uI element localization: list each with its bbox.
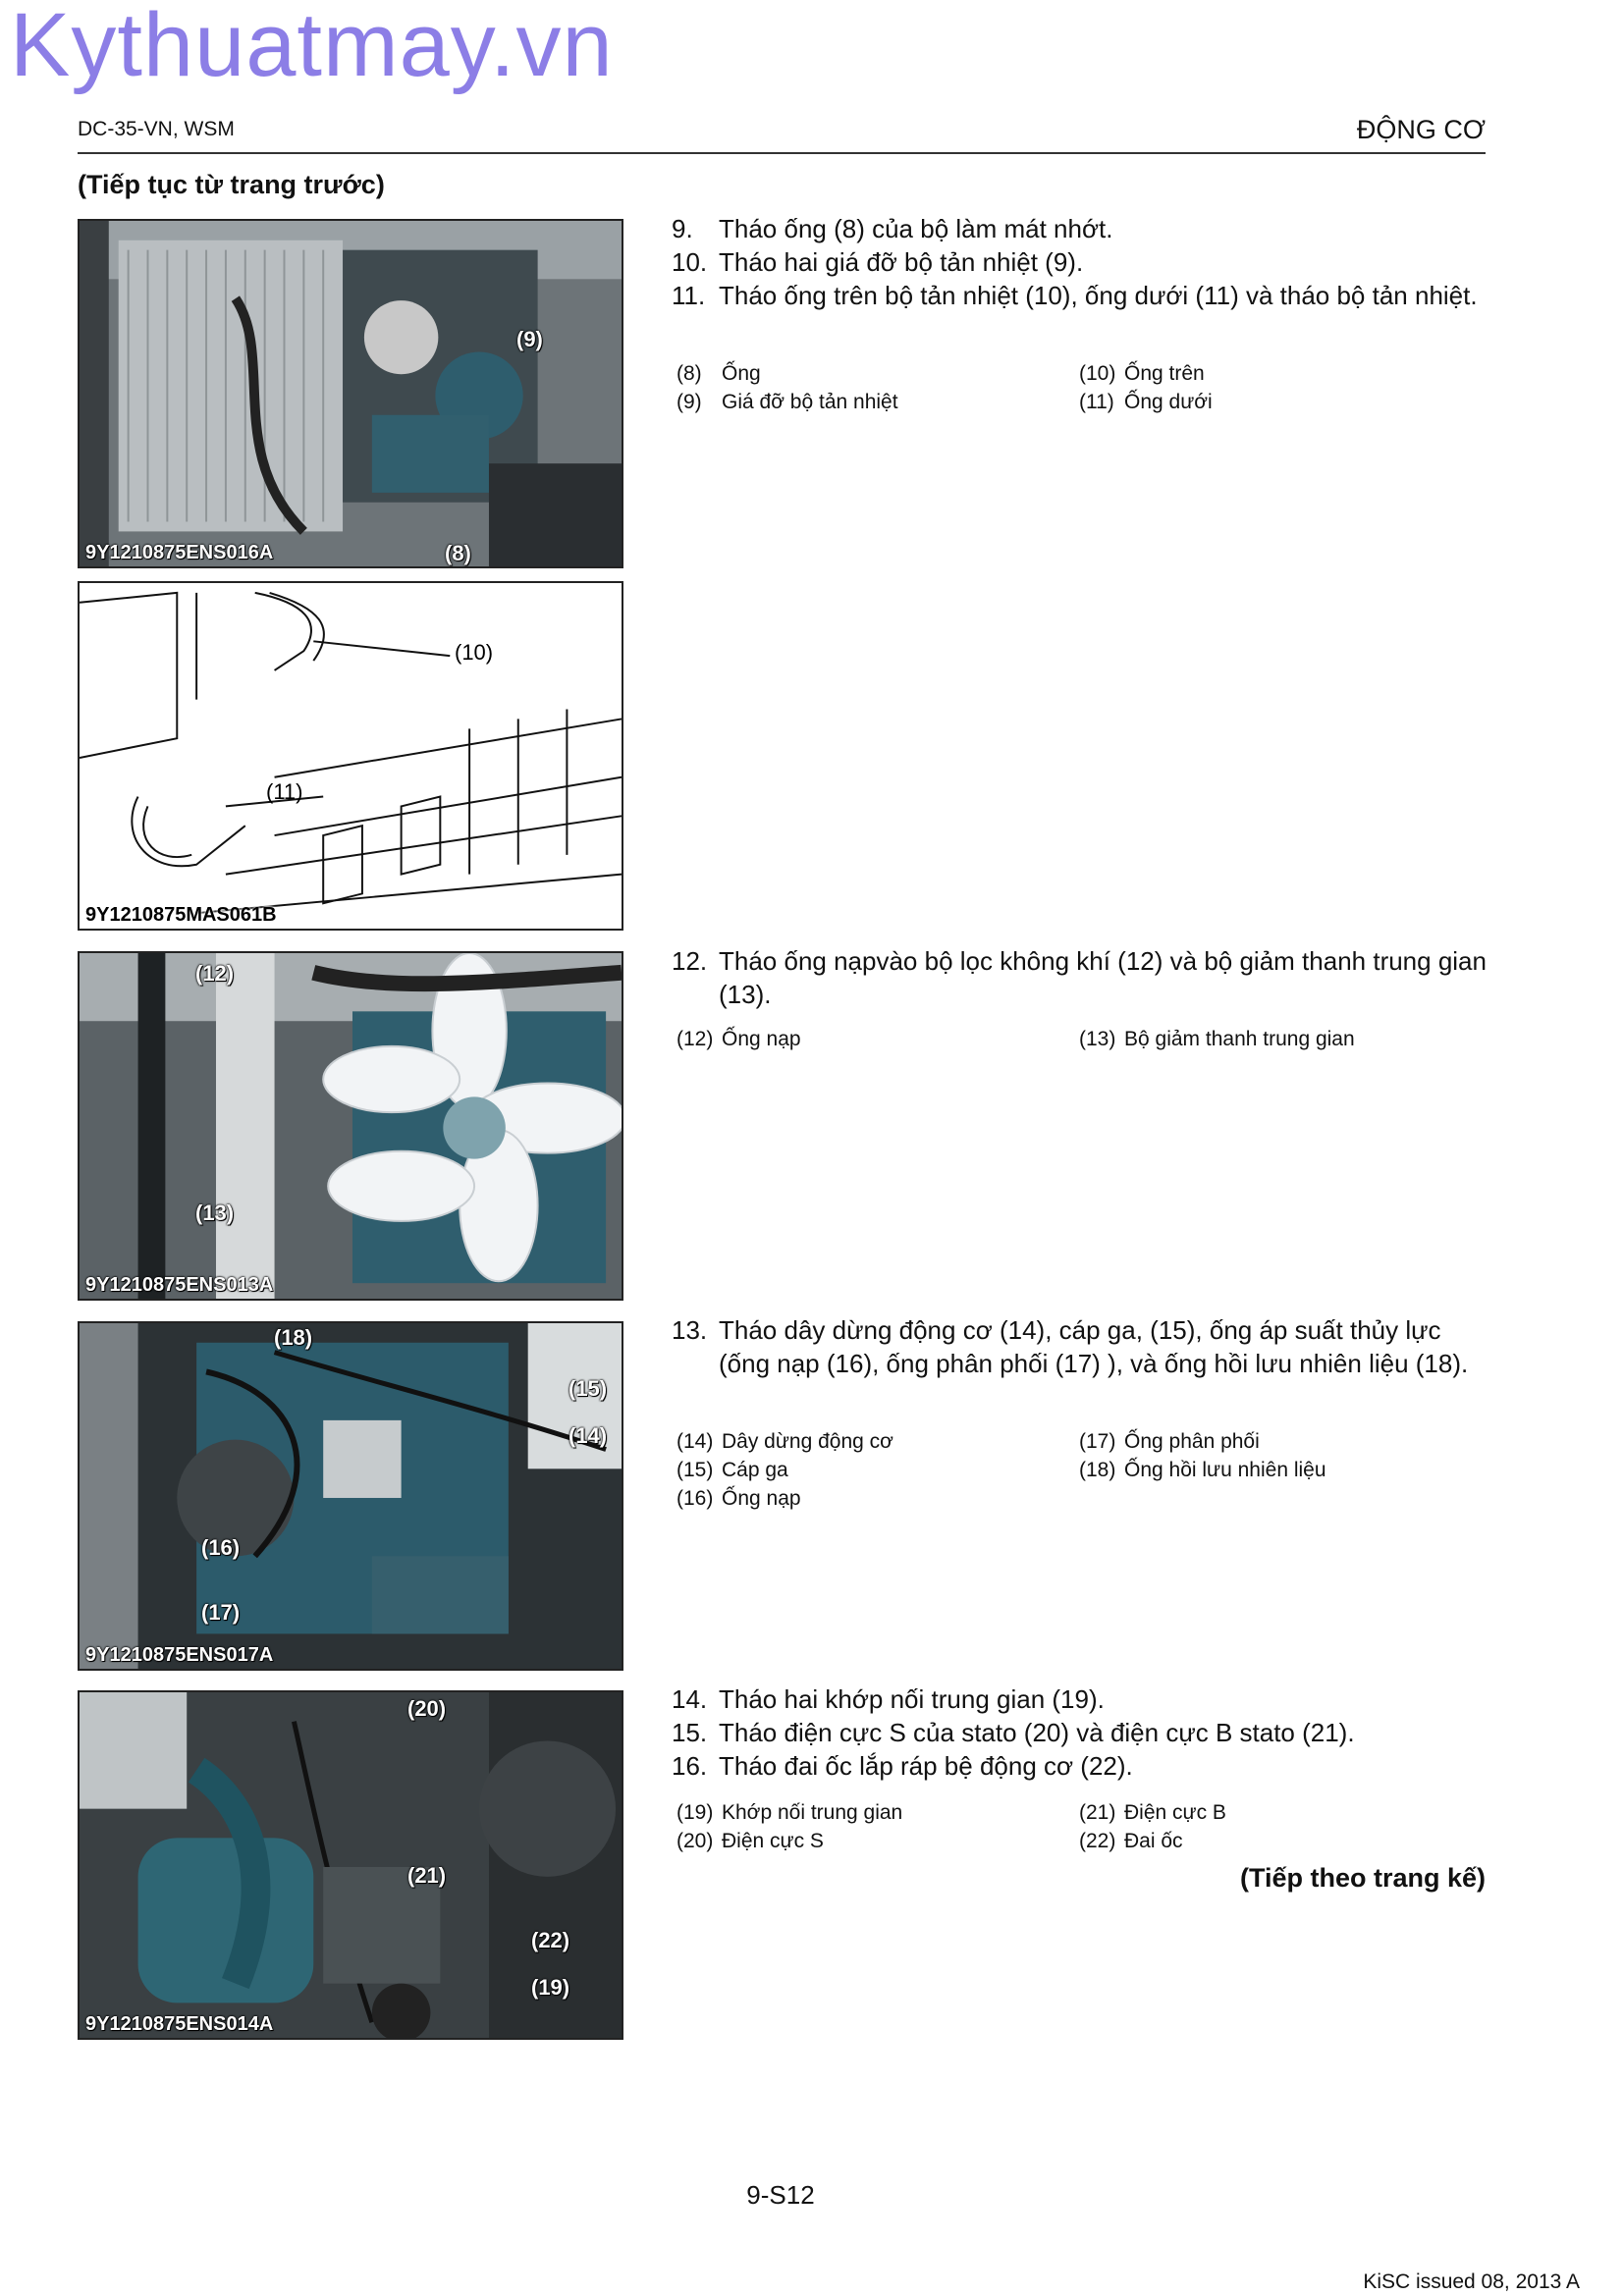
legend-item: (8) Ống bbox=[676, 362, 761, 385]
callout-19: (19) bbox=[531, 1975, 570, 2000]
figure-code: 9Y1210875ENS017A bbox=[85, 1644, 274, 1666]
figure-code: 9Y1210875ENS013A bbox=[85, 1274, 274, 1296]
legend-section-1 bbox=[676, 359, 1482, 416]
legend-item: (17) Ống phân phối bbox=[1079, 1430, 1260, 1453]
figure-code: 9Y1210875MAS061B bbox=[85, 904, 277, 926]
legend-item: (19) Khớp nối trung gian bbox=[676, 1801, 903, 1824]
callout-16: (16) bbox=[201, 1535, 241, 1560]
legend-section-4 bbox=[676, 1798, 1482, 1855]
legend-section-2 bbox=[676, 1025, 1482, 1053]
callout-10: (10) bbox=[455, 640, 494, 665]
steps-section-3 bbox=[672, 1313, 1487, 1380]
photo-fan bbox=[80, 953, 622, 1299]
callout-22: (22) bbox=[531, 1928, 570, 1952]
step-item: 11. Tháo ống trên bộ tản nhiệt (10), ống dưới (11) và tháo bộ tản nhiệt. bbox=[672, 281, 1478, 310]
header-section-title: ĐỘNG CƠ bbox=[1356, 115, 1486, 144]
legend-item: (10) Ống trên bbox=[1079, 362, 1205, 385]
callout-8: (8) bbox=[445, 541, 471, 565]
callout-14: (14) bbox=[568, 1423, 608, 1448]
legend-item: (22) Đai ốc bbox=[1079, 1830, 1183, 1852]
figure-engine-stop-cable bbox=[78, 1321, 623, 1671]
callout-9: (9) bbox=[516, 327, 543, 351]
header-divider bbox=[78, 152, 1486, 154]
watermark: Kythuatmay.vn bbox=[10, 0, 614, 95]
steps-section-1 bbox=[672, 212, 1487, 312]
step-item: 9. Tháo ống (8) của bộ làm mát nhớt. bbox=[672, 214, 1113, 243]
step-item: 13. Tháo dây dừng động cơ (14), cáp ga, (15), ống áp suất thủy lực (ống nạp (16), ống phân phối (17) ), và ống hồi lưu nhiên liệu (18). bbox=[672, 1315, 1469, 1378]
figure-oil-cooler-pipe bbox=[78, 219, 623, 568]
legend-item: (9) Giá đỡ bộ tản nhiệt bbox=[676, 391, 898, 413]
step-item: 10. Tháo hai giá đỡ bộ tản nhiệt (9). bbox=[672, 247, 1084, 277]
callout-11: (11) bbox=[266, 779, 303, 804]
step-item: 12. Tháo ống nạpvào bộ lọc không khí (12) và bộ giảm thanh trung gian (13). bbox=[672, 946, 1487, 1009]
legend-item: (18) Ống hồi lưu nhiên liệu bbox=[1079, 1459, 1326, 1481]
callout-12: (12) bbox=[195, 961, 235, 986]
legend-item: (16) Ống nạp bbox=[676, 1487, 801, 1510]
issued-label: KiSC issued 08, 2013 A bbox=[1363, 2270, 1580, 2293]
header-doc-code: DC-35-VN, WSM bbox=[78, 118, 235, 140]
figure-engine-mount bbox=[78, 1690, 623, 2040]
continued-from-label: (Tiếp tục từ trang trước) bbox=[78, 170, 385, 199]
figure-air-intake bbox=[78, 951, 623, 1301]
legend-item: (21) Điện cực B bbox=[1079, 1801, 1226, 1824]
steps-section-4 bbox=[672, 1682, 1487, 1783]
step-item: 14. Tháo hai khớp nối trung gian (19). bbox=[672, 1684, 1105, 1714]
photo-radiator bbox=[80, 221, 622, 566]
continued-next-label: (Tiếp theo trang kế) bbox=[1239, 1863, 1486, 1893]
drawing-radiator-hoses bbox=[80, 583, 622, 929]
callout-13: (13) bbox=[195, 1201, 235, 1225]
callout-15: (15) bbox=[568, 1376, 608, 1401]
figure-code: 9Y1210875ENS016A bbox=[85, 542, 274, 563]
figure-radiator-hoses bbox=[78, 581, 623, 931]
callout-18: (18) bbox=[274, 1325, 313, 1350]
legend-item: (13) Bộ giảm thanh trung gian bbox=[1079, 1028, 1355, 1050]
callout-20: (20) bbox=[407, 1696, 447, 1721]
callout-17: (17) bbox=[201, 1600, 241, 1625]
legend-item: (15) Cáp ga bbox=[676, 1459, 788, 1481]
legend-item: (12) Ống nạp bbox=[676, 1028, 801, 1050]
step-item: 15. Tháo điện cực S của stato (20) và điện cực B stato (21). bbox=[672, 1718, 1355, 1747]
legend-item: (14) Dây dừng động cơ bbox=[676, 1430, 893, 1453]
callout-21: (21) bbox=[407, 1863, 447, 1888]
legend-item: (20) Điện cực S bbox=[676, 1830, 824, 1852]
page-number: 9-S12 bbox=[746, 2180, 815, 2210]
steps-section-2 bbox=[672, 944, 1487, 1011]
legend-item bbox=[1079, 1484, 1482, 1513]
photo-engine-side bbox=[80, 1323, 622, 1669]
legend-item: (11) Ống dưới bbox=[1079, 391, 1213, 413]
step-item: 16. Tháo đai ốc lắp ráp bệ động cơ (22). bbox=[672, 1751, 1133, 1781]
figure-code: 9Y1210875ENS014A bbox=[85, 2013, 274, 2035]
legend-section-3 bbox=[676, 1427, 1482, 1513]
